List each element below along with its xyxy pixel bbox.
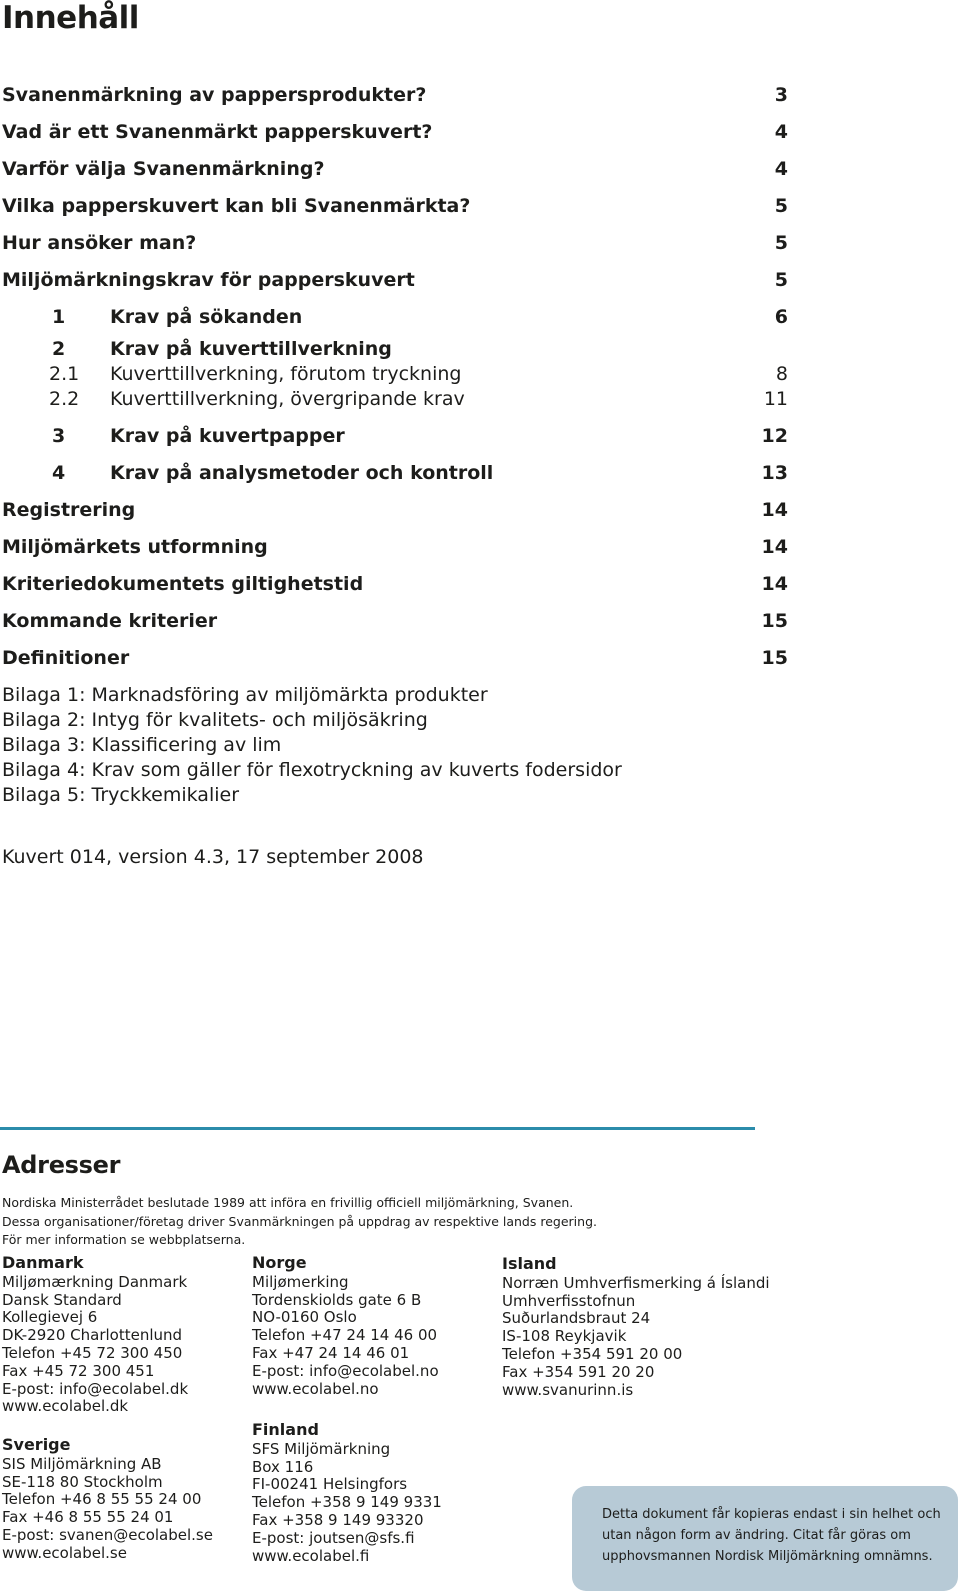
toc-page: 5 bbox=[774, 269, 788, 291]
address-line: NO-0160 Oslo bbox=[252, 1308, 357, 1327]
address-line: Fax +45 72 300 451 bbox=[2, 1361, 155, 1380]
toc-subentry[interactable] bbox=[2, 386, 788, 412]
address-line: Kollegievej 6 bbox=[2, 1308, 98, 1327]
address-line: DK-2920 Charlottenlund bbox=[2, 1326, 183, 1345]
address-line: Umhverfisstofnun bbox=[502, 1291, 636, 1310]
address-block-sverige bbox=[2, 1436, 213, 1563]
address-line: Telefon +358 9 149 9331 bbox=[252, 1493, 442, 1512]
addresses-intro bbox=[2, 1194, 597, 1250]
toc-entry[interactable] bbox=[2, 534, 788, 560]
address-line: FI-00241 Helsingfors bbox=[252, 1475, 408, 1494]
toc-page: 13 bbox=[761, 462, 788, 484]
notice-line: Detta dokument får kopieras endast i sin helhet och bbox=[602, 1507, 941, 1522]
toc-label: Definitioner bbox=[2, 647, 130, 669]
toc-page: 11 bbox=[763, 388, 788, 410]
toc-page: 15 bbox=[761, 610, 788, 632]
toc-page: 14 bbox=[761, 536, 788, 558]
email-link[interactable]: E-post: svanen@ecolabel.se bbox=[2, 1525, 213, 1544]
website-link[interactable]: www.ecolabel.se bbox=[2, 1543, 127, 1562]
email-link[interactable]: E-post: joutsen@sfs.fi bbox=[252, 1528, 415, 1547]
toc-page: 6 bbox=[774, 306, 788, 328]
appendix-item[interactable]: Bilaga 1: Marknadsföring av miljömärkta produkter bbox=[2, 684, 488, 706]
toc-entry[interactable] bbox=[2, 267, 788, 293]
toc-num: 3 bbox=[52, 425, 66, 447]
address-line: Dansk Standard bbox=[2, 1290, 122, 1309]
toc-entry[interactable] bbox=[2, 82, 788, 108]
toc-label: Krav på analysmetoder och kontroll bbox=[110, 462, 494, 484]
address-line: Norræn Umhverfismerking á Íslandi bbox=[502, 1273, 770, 1292]
appendix-item[interactable]: Bilaga 2: Intyg för kvalitets- och miljösäkring bbox=[2, 709, 428, 731]
address-line: Telefon +46 8 55 55 24 00 bbox=[2, 1490, 202, 1509]
address-line: Suðurlandsbraut 24 bbox=[502, 1309, 651, 1328]
toc-entry[interactable] bbox=[2, 193, 788, 219]
address-line: SIS Miljömärkning AB bbox=[2, 1454, 162, 1473]
toc-num: 1 bbox=[52, 306, 66, 328]
toc-subentry[interactable] bbox=[2, 304, 788, 330]
toc-label: Vad är ett Svanenmärkt papperskuvert? bbox=[2, 121, 433, 143]
toc-entry[interactable] bbox=[2, 497, 788, 523]
website-link[interactable]: www.svanurinn.is bbox=[502, 1380, 634, 1399]
toc-page: 15 bbox=[761, 647, 788, 669]
toc-num: 2.1 bbox=[49, 363, 80, 385]
toc-subentry[interactable] bbox=[2, 423, 788, 449]
copyright-notice bbox=[572, 1486, 958, 1591]
country-name: Norge bbox=[252, 1253, 307, 1272]
intro-line: För mer information se webbplatserna. bbox=[2, 1232, 246, 1247]
toc-label: Krav på sökanden bbox=[110, 306, 303, 328]
website-link[interactable]: www.ecolabel.fi bbox=[252, 1546, 370, 1565]
version-line: Kuvert 014, version 4.3, 17 september 2008 bbox=[2, 846, 424, 868]
address-line: Fax +47 24 14 46 01 bbox=[252, 1343, 410, 1362]
toc-page: 12 bbox=[761, 425, 788, 447]
address-line: Telefon +47 24 14 46 00 bbox=[252, 1326, 438, 1345]
toc-page: 14 bbox=[761, 499, 788, 521]
address-line: Telefon +354 591 20 00 bbox=[502, 1344, 683, 1363]
address-line: Tordenskiolds gate 6 B bbox=[252, 1290, 422, 1309]
toc-page: 4 bbox=[774, 121, 788, 143]
toc-label: Kriteriedokumentets giltighetstid bbox=[2, 573, 364, 595]
website-link[interactable]: www.ecolabel.no bbox=[252, 1379, 379, 1398]
toc-num: 2.2 bbox=[49, 388, 80, 410]
toc-page: 3 bbox=[774, 84, 788, 106]
address-line: Miljømærkning Danmark bbox=[2, 1272, 188, 1291]
toc-label: Kommande kriterier bbox=[2, 610, 218, 632]
toc-page: 5 bbox=[774, 195, 788, 217]
address-line: Fax +358 9 149 93320 bbox=[252, 1510, 424, 1529]
address-line: Miljømerking bbox=[252, 1272, 349, 1291]
address-line: SFS Miljömärkning bbox=[252, 1439, 391, 1458]
toc-entry[interactable] bbox=[2, 608, 788, 634]
toc-subentry[interactable] bbox=[2, 336, 788, 362]
addresses-heading: Adresser bbox=[2, 1151, 121, 1179]
email-link[interactable]: E-post: info@ecolabel.dk bbox=[2, 1379, 189, 1398]
website-link[interactable]: www.ecolabel.dk bbox=[2, 1397, 129, 1416]
toc-label: Krav på kuverttillverkning bbox=[110, 338, 392, 360]
toc-entry[interactable] bbox=[2, 571, 788, 597]
country-name: Finland bbox=[252, 1420, 319, 1439]
address-line: Fax +46 8 55 55 24 01 bbox=[2, 1508, 174, 1527]
toc-entry[interactable] bbox=[2, 156, 788, 182]
address-line: SE-118 80 Stockholm bbox=[2, 1472, 163, 1491]
email-link[interactable]: E-post: info@ecolabel.no bbox=[252, 1361, 439, 1380]
address-line: Telefon +45 72 300 450 bbox=[2, 1343, 183, 1362]
notice-line: upphovsmannen Nordisk Miljömärkning omnämns. bbox=[602, 1549, 933, 1564]
toc-label: Registrering bbox=[2, 499, 136, 521]
address-line: Fax +354 591 20 20 bbox=[502, 1362, 655, 1381]
toc-page: 4 bbox=[774, 158, 788, 180]
toc-num: 2 bbox=[52, 338, 66, 360]
page-title: Innehåll bbox=[2, 0, 139, 36]
address-line: IS-108 Reykjavik bbox=[502, 1327, 627, 1346]
toc-num: 4 bbox=[52, 462, 66, 484]
intro-line: Dessa organisationer/företag driver Svanmärkningen på uppdrag av respektive lands regering. bbox=[2, 1213, 597, 1229]
toc-label: Hur ansöker man? bbox=[2, 232, 197, 254]
toc-label: Kuverttillverkning, övergripande krav bbox=[110, 388, 465, 410]
toc-entry[interactable] bbox=[2, 230, 788, 256]
toc-label: Miljömärkningskrav för papperskuvert bbox=[2, 269, 415, 291]
toc-page: 8 bbox=[775, 363, 788, 385]
toc-label: Krav på kuvertpapper bbox=[110, 425, 345, 447]
country-name: Danmark bbox=[2, 1253, 84, 1272]
address-block-norge bbox=[252, 1254, 439, 1398]
toc-entry[interactable] bbox=[2, 645, 788, 671]
toc-page: 5 bbox=[774, 232, 788, 254]
appendix-item[interactable]: Bilaga 4: Krav som gäller för flexotryckning av kuverts fodersidor bbox=[2, 759, 622, 781]
toc-subentry[interactable] bbox=[2, 460, 788, 486]
toc-label: Varför välja Svanenmärkning? bbox=[2, 158, 325, 180]
divider-rule bbox=[0, 1127, 755, 1130]
toc-label: Kuverttillverkning, förutom tryckning bbox=[110, 363, 462, 385]
appendix-item[interactable]: Bilaga 5: Tryckkemikalier bbox=[2, 784, 239, 806]
toc-subentry[interactable] bbox=[2, 361, 788, 387]
toc-label: Vilka papperskuvert kan bli Svanenmärkta? bbox=[2, 195, 471, 217]
notice-line: utan någon form av ändring. Citat får göras om bbox=[602, 1528, 911, 1543]
toc-page: 14 bbox=[761, 573, 788, 595]
toc-entry[interactable] bbox=[2, 119, 788, 145]
country-name: Sverige bbox=[2, 1435, 71, 1454]
toc-label: Miljömärkets utformning bbox=[2, 536, 268, 558]
address-line: Box 116 bbox=[252, 1457, 314, 1476]
intro-line: Nordiska Ministerrådet beslutade 1989 att införa en frivillig officiell miljömärkning, Svanen. bbox=[2, 1195, 574, 1210]
address-block-island bbox=[502, 1255, 770, 1399]
appendix-item[interactable]: Bilaga 3: Klassificering av lim bbox=[2, 734, 282, 756]
country-name: Island bbox=[502, 1254, 557, 1273]
address-block-finland bbox=[252, 1421, 442, 1565]
toc-label: Svanenmärkning av pappersprodukter? bbox=[2, 84, 427, 106]
address-block-danmark bbox=[2, 1254, 188, 1416]
